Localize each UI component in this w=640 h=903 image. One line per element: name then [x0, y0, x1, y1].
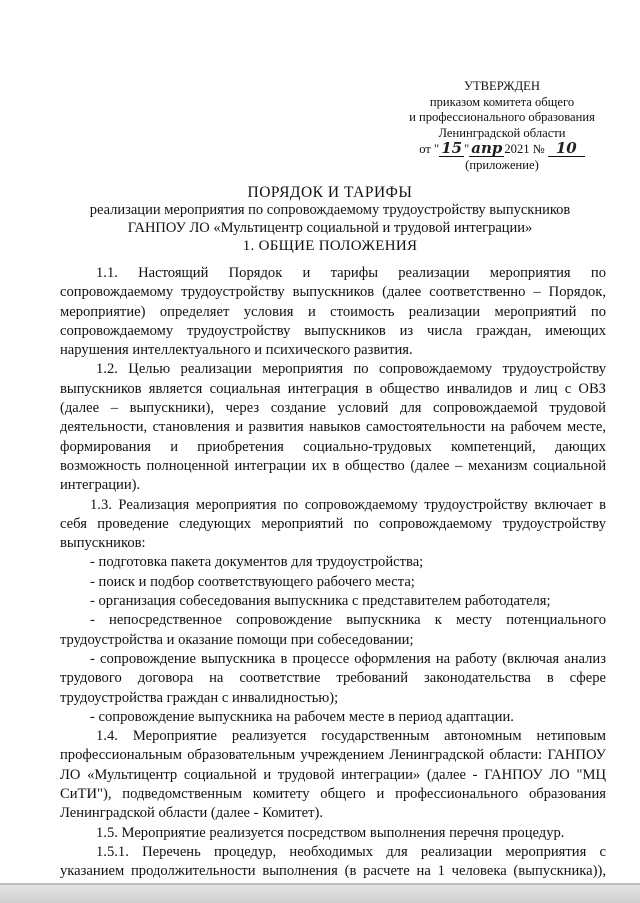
date-prefix: от " — [419, 142, 440, 156]
handwritten-day: 15 — [441, 139, 463, 157]
date-year: 2021 № — [504, 142, 545, 156]
document-title-block — [60, 183, 600, 256]
list-item: - сопровождение выпускника на рабочем месте в период адаптации. — [90, 708, 514, 725]
approval-line: приказом комитета общего — [429, 94, 575, 109]
paragraph-1-5: 1.5. Мероприятие реализуется посредством выполнения перечня процедур. — [96, 824, 565, 841]
list-item: - сопровождение выпускника в процессе оформления на работу (включая анализ трудового договора на соответствие требований законодательства в сфере трудоустройства граждан с инвалидностью); — [60, 650, 606, 706]
approval-note: (приложение) — [465, 157, 539, 172]
paragraph-1-1: 1.1. Настоящий Порядок и тарифы реализации мероприятия по сопровождаемому трудоустройству выпускников (далее соответственно – Порядок, мероприятие) определяет условия и стоимость реализации мероприятий по сопровождаемому трудоустройству выпускников из числа граждан, имеющих нарушения интеллектуального и психического развития. — [60, 265, 606, 359]
list-item: - непосредственное сопровождение выпускника к месту потенциального трудоустройства и оказание помощи при собеседовании; — [60, 612, 606, 648]
list-item: - организация собеседования выпускника с представителем работодателя; — [90, 593, 551, 610]
paragraph-1-2: 1.2. Целью реализации мероприятия по сопровождаемому трудоустройству выпускников является социальная интеграция в общество инвалидов и лиц с ОВЗ (далее – выпускники), через создание условий для сопровождаемой трудовой деятельности, становления и развития навыков самостоятельности на рабочем месте, формирования и приобретения социально-трудовых компетенций, дающих возможность полноценной интеграции их в общество (далее – механизм социальной интеграции). — [60, 361, 606, 494]
document-title: ПОРЯДОК И ТАРИФЫ — [247, 184, 413, 201]
document-body — [60, 264, 606, 901]
approval-line: Ленинградской области — [438, 125, 566, 140]
paragraph-1-4: 1.4. Мероприятие реализуется государственным автономным нетиповым профессиональным образовательным учреждением Ленинградской области: ГАНПОУ ЛО «Мультицентр социальной и трудовой интеграции» (далее - ГАНПОУ ЛО "МЦ СиТИ"), подведомственным комитету общего и профессионального образования Ленинградской области (далее - Комитет). — [60, 728, 606, 822]
document-subtitle-line-2: ГАНПОУ ЛО «Мультицентр социальной и трудовой интеграции» — [127, 219, 533, 236]
scan-edge-shadow — [0, 883, 640, 903]
list-item: - подготовка пакета документов для трудоустройства; — [90, 554, 424, 571]
handwritten-order-number: 10 — [548, 141, 585, 157]
paragraph-1-3: 1.3. Реализация мероприятия по сопровождаемому трудоустройству включает в себя проведение следующих мероприятий по сопровождаемому трудоустройству выпускников: — [60, 496, 606, 552]
approval-date-line — [404, 141, 600, 158]
date-quote: " — [464, 142, 470, 156]
list-item: - поиск и подбор соответствующего рабочего места; — [90, 573, 415, 590]
section-heading: 1. ОБЩИЕ ПОЛОЖЕНИЯ — [242, 238, 418, 254]
document-subtitle-line-1: реализации мероприятия по сопровождаемому трудоустройству выпускников — [89, 202, 571, 218]
paragraph-1-5-1: 1.5.1. Перечень процедур, необходимых для реализации мероприятия с указанием продолжительности выполнения (в расчете на 1 человека (выпускника)), — [60, 843, 606, 880]
approval-stamp-block — [404, 79, 600, 173]
handwritten-month: апр — [471, 139, 503, 157]
approval-heading: УТВЕРЖДЕН — [464, 79, 540, 93]
approval-line: и профессионального образования — [409, 110, 595, 124]
